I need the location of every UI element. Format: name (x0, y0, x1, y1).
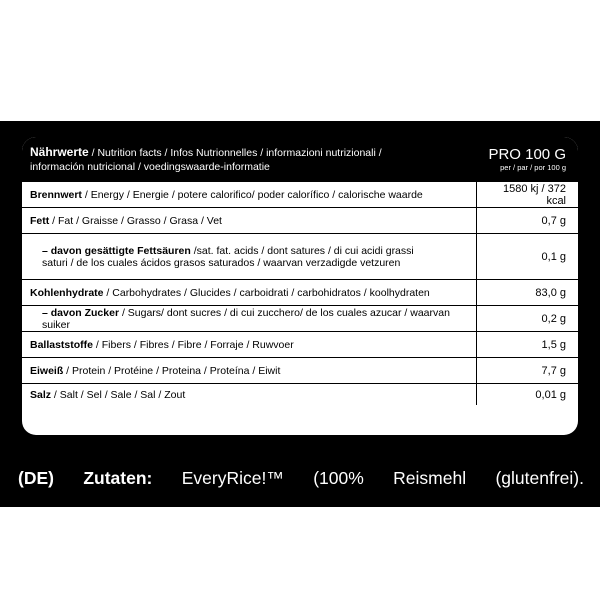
row-label-bold: Brennwert (30, 188, 82, 201)
row-value: 0,01 g (476, 384, 578, 406)
nutrition-card (22, 137, 578, 435)
row-label-rest: / Sugars/ dont sucres / di cui zucchero/ de los cuales azucar / waarvan suiker (42, 306, 450, 331)
row-value: 1580 kj / 372 kcal (476, 182, 578, 208)
row-label (22, 306, 476, 332)
row-label (22, 208, 476, 234)
header-title-bold: Nährwerte (30, 144, 89, 159)
row-label-rest: / Energy / Energie / potere calorifico/ poder calorífico / calorische waarde (81, 188, 423, 201)
row-label-bold: – davon gesättigte Fettsäuren (42, 244, 191, 257)
table-row (22, 384, 578, 406)
row-value: 1,5 g (476, 332, 578, 358)
ingredients-word: Reismehl (393, 468, 467, 488)
row-label (22, 384, 476, 406)
table-row (22, 234, 578, 280)
header-per: per / par / por 100 g (500, 163, 566, 172)
row-value: 83,0 g (476, 280, 578, 306)
nutrition-header-per (476, 137, 578, 182)
row-label-bold: – davon Zucker (42, 306, 120, 319)
nutrition-header-title (22, 137, 476, 182)
row-label (22, 234, 476, 280)
row-label-bold: Kohlenhydrate (30, 286, 104, 299)
header-title-line2: información nutricional / voedingswaarde-informatie (30, 160, 270, 173)
row-value: 0,7 g (476, 208, 578, 234)
nutrition-table (22, 137, 578, 405)
row-label-rest: / Salt / Sel / Sale / Sal / Zout (51, 388, 186, 401)
row-label-rest: /sat. fat. acids / dont satures / di cui acidi grassi (190, 244, 414, 257)
row-label (22, 332, 476, 358)
row-label-rest: / Fibers / Fibres / Fibre / Forraje / Ruwvoer (93, 338, 294, 351)
row-label-bold: Eiweiß (30, 364, 64, 377)
table-row (22, 182, 578, 208)
row-label-rest: / Protein / Protéine / Proteina / Proteína / Eiwit (63, 364, 281, 377)
header-pro: PRO 100 G (488, 146, 566, 163)
ingredients-word: (100% (313, 468, 364, 488)
row-label (22, 182, 476, 208)
row-value: 0,2 g (476, 306, 578, 332)
row-label-bold: Ballaststoffe (30, 338, 94, 351)
row-value: 7,7 g (476, 358, 578, 384)
ingredients-lang: (DE) (18, 468, 54, 488)
row-label-rest: / Fat / Graisse / Grasso / Grasa / Vet (49, 214, 222, 227)
table-row (22, 208, 578, 234)
table-header-row (22, 137, 578, 182)
row-label (22, 280, 476, 306)
table-row (22, 280, 578, 306)
ingredients-word: EveryRice!™ (181, 468, 284, 488)
table-row (22, 358, 578, 384)
ingredients-label: Zutaten: (83, 468, 153, 488)
row-label-rest: / Carbohydrates / Glucides / carboidrati / carbohidratos / koolhydraten (103, 286, 430, 299)
row-label-bold: Salz (30, 388, 52, 401)
row-label-line2: saturi / de los cuales ácidos grasos saturados / waarvan verzadigde vetzuren (42, 256, 401, 269)
row-value: 0,1 g (476, 234, 578, 280)
ingredients-word: (glutenfrei). (495, 468, 584, 488)
table-row (22, 332, 578, 358)
ingredients-line (18, 466, 584, 490)
row-label (22, 358, 476, 384)
table-row (22, 306, 578, 332)
row-label-bold: Fett (30, 214, 50, 227)
header-title-rest: / Nutrition facts / Infos Nutrionnelles / informazioni nutrizionali / (88, 146, 382, 159)
